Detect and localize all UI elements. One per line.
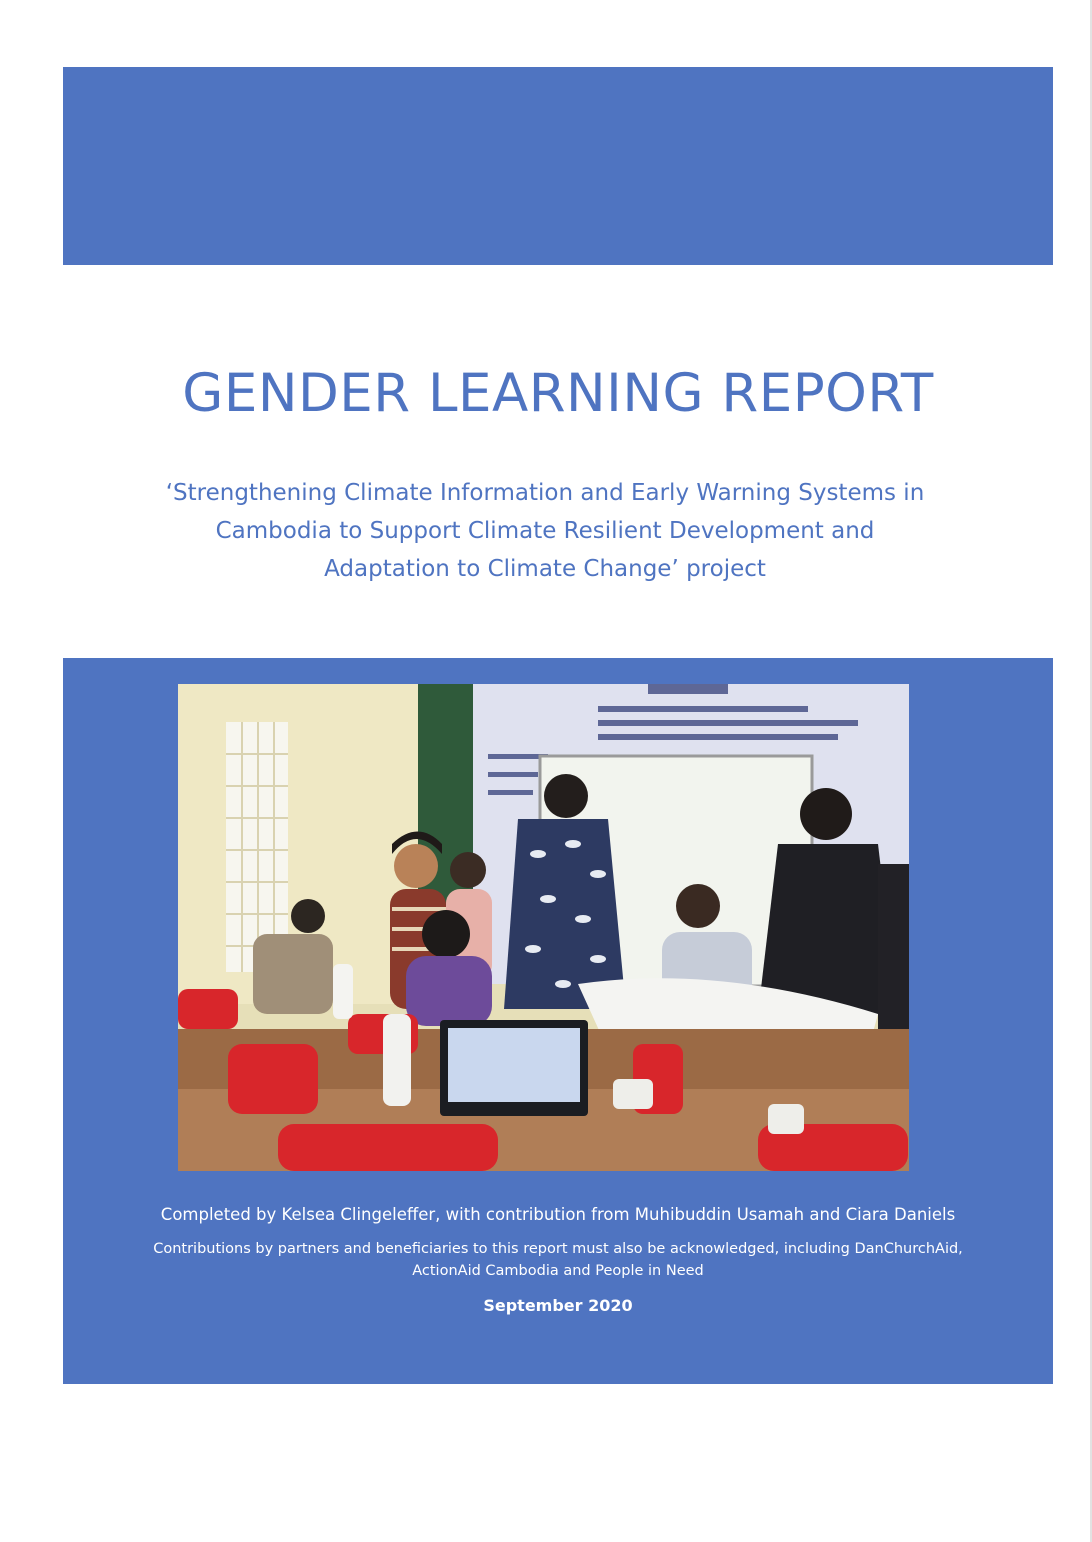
report-date: September 2020 bbox=[483, 1296, 633, 1315]
author-credit: Completed by Kelsea Clingeleffer, with contribution from Muhibuddin Usamah and Ciara Daniels bbox=[160, 1205, 956, 1224]
partner-acknowledgement bbox=[63, 1238, 1053, 1282]
acknowledgement-line: ActionAid Cambodia and People in Need bbox=[412, 1263, 704, 1279]
workshop-photo-illustration bbox=[178, 684, 909, 1171]
cover-panel bbox=[63, 658, 1053, 1384]
workshop-photo bbox=[178, 684, 909, 1171]
acknowledgement-line: Contributions by partners and beneficiaries to this report must also be acknowledged, including DanChurchAid, bbox=[153, 1241, 963, 1257]
report-subtitle bbox=[100, 474, 990, 588]
header-color-band bbox=[63, 67, 1053, 265]
subtitle-line: ‘Strengthening Climate Information and Early Warning Systems in bbox=[165, 480, 925, 506]
report-title: GENDER LEARNING REPORT bbox=[182, 363, 934, 424]
subtitle-line: Cambodia to Support Climate Resilient Development and bbox=[215, 518, 875, 544]
subtitle-line: Adaptation to Climate Change’ project bbox=[324, 556, 766, 582]
